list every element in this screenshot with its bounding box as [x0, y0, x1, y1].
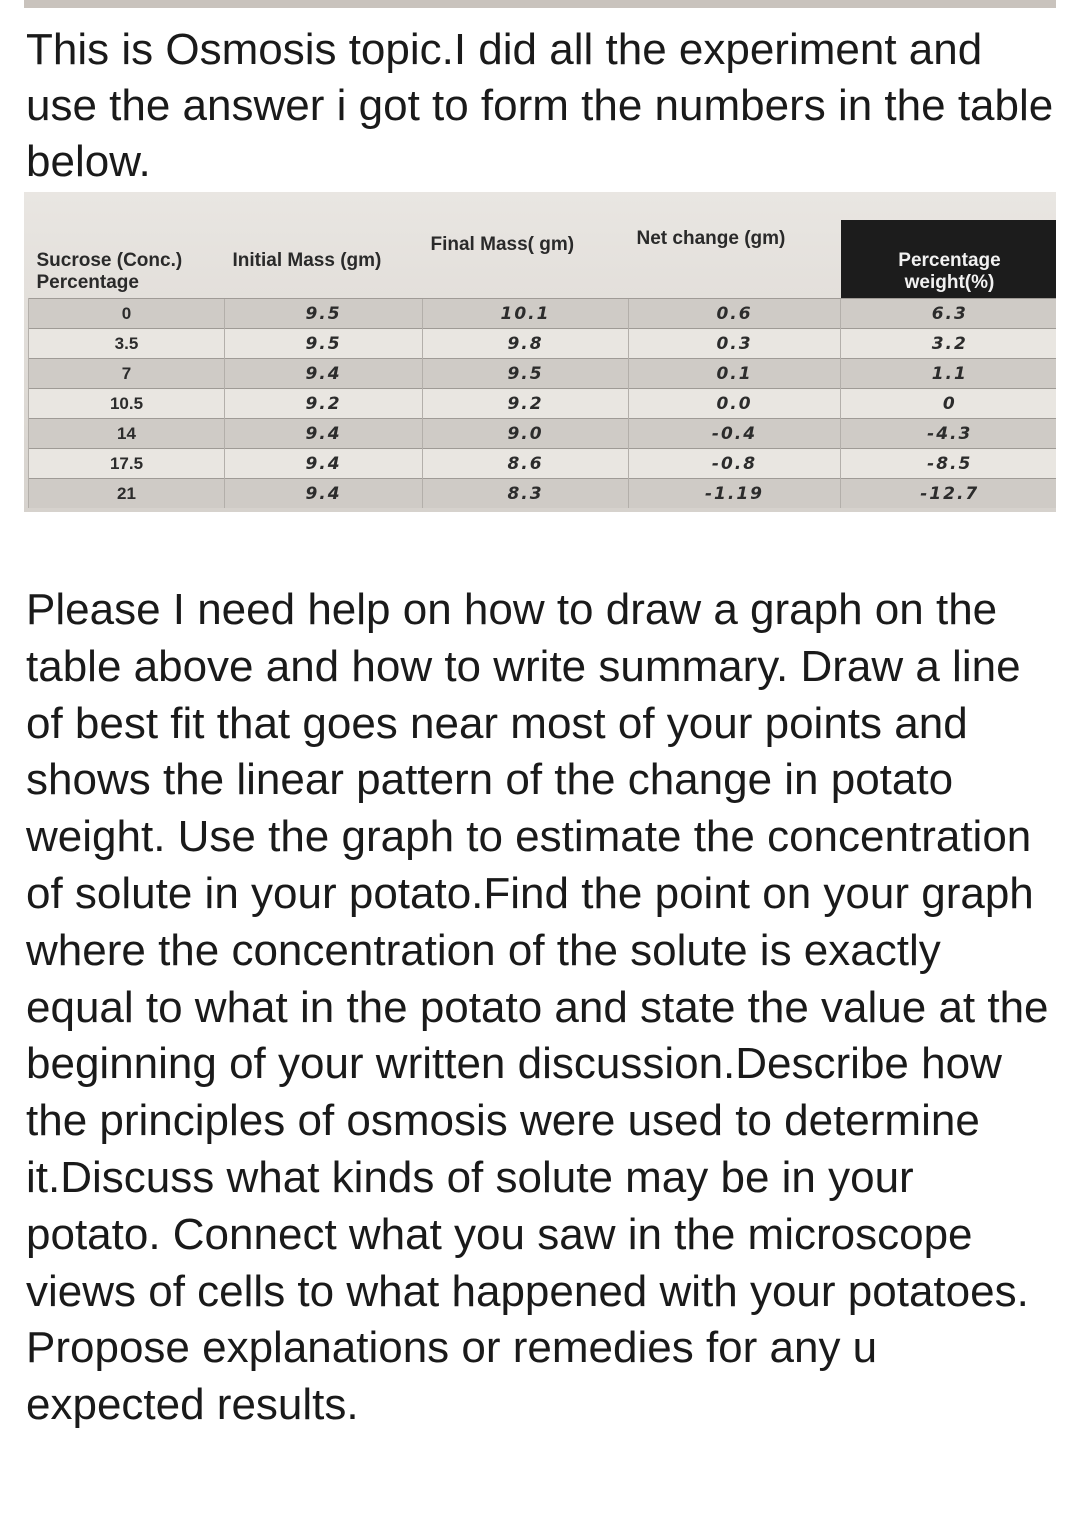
cell-initial: 9.4 [225, 419, 423, 449]
cell-initial: 9.5 [225, 299, 423, 329]
cell-percent: -8.5 [841, 449, 1057, 479]
osmosis-data-table [28, 220, 1056, 508]
cell-initial: 9.4 [225, 449, 423, 479]
cell-net: 0.6 [629, 299, 841, 329]
header-sucrose-line1: Sucrose (Conc.) [36, 250, 183, 271]
cell-conc: 17.5 [29, 449, 225, 479]
cell-initial: 9.4 [225, 479, 423, 509]
cell-conc: 7 [29, 359, 225, 389]
cell-initial: 9.2 [225, 389, 423, 419]
cell-percent: -4.3 [841, 419, 1057, 449]
cell-percent: 1.1 [841, 359, 1057, 389]
cell-initial: 9.4 [225, 359, 423, 389]
cell-net: 0.3 [629, 329, 841, 359]
cell-conc: 10.5 [29, 389, 225, 419]
table-row [29, 389, 1057, 419]
cell-initial: 9.5 [225, 329, 423, 359]
table-row [29, 479, 1057, 509]
cell-final: 9.0 [423, 419, 629, 449]
table-row [29, 419, 1057, 449]
cell-conc: 21 [29, 479, 225, 509]
header-net-change-label: Net change (gm) [636, 228, 786, 249]
cell-percent: 0 [841, 389, 1057, 419]
cell-conc: 0 [29, 299, 225, 329]
table-row [29, 329, 1057, 359]
header-percentage-line2: weight(%) [904, 272, 995, 293]
cell-percent: -12.7 [841, 479, 1057, 509]
cell-net: -1.19 [629, 479, 841, 509]
cell-conc: 3.5 [29, 329, 225, 359]
header-sucrose-line2: Percentage [36, 272, 139, 293]
cell-percent: 6.3 [841, 299, 1057, 329]
header-initial-mass-label: Initial Mass (gm) [232, 250, 382, 271]
table-header-row [29, 220, 1057, 299]
table-row [29, 449, 1057, 479]
cell-final: 10.1 [423, 299, 629, 329]
table-row [29, 299, 1057, 329]
table-row [29, 359, 1057, 389]
cell-conc: 14 [29, 419, 225, 449]
header-initial-mass [225, 220, 423, 299]
cell-net: 0.0 [629, 389, 841, 419]
table-photo [24, 192, 1056, 512]
cell-final: 9.2 [423, 389, 629, 419]
cell-final: 9.8 [423, 329, 629, 359]
header-net-change [629, 220, 841, 299]
cell-final: 8.3 [423, 479, 629, 509]
intro-text: This is Osmosis topic.I did all the experiment and use the answer i got to form the numbers in the table below. [26, 25, 1054, 186]
cell-final: 8.6 [423, 449, 629, 479]
top-divider [24, 0, 1056, 8]
cell-final: 9.5 [423, 359, 629, 389]
cell-net: -0.4 [629, 419, 841, 449]
header-final-mass [423, 220, 629, 299]
cell-net: -0.8 [629, 449, 841, 479]
cell-percent: 3.2 [841, 329, 1057, 359]
header-final-mass-label: Final Mass( gm) [430, 234, 575, 255]
header-sucrose [29, 220, 225, 299]
cell-net: 0.1 [629, 359, 841, 389]
header-percentage-line1: Percentage [898, 250, 1001, 271]
header-percentage-weight [841, 220, 1057, 299]
question-text: Please I need help on how to draw a graph on the table above and how to write summary. Draw a line of best fit that goes near most of your points and shows the linear pattern of the change in potato weight. Use the graph to estimate the concentration of solute in your potato.Find the point on your graph where the concentration of the solute is exactly equal to what in the potato and state the value at the beginning of your written discussion.Describe how the principles of osmosis were used to determine it.Discuss what kinds of solute may be in your potato. Connect what you saw in the microscope views of cells to what happened with your potatoes. Propose explanations or remedies for any u expected results. [26, 585, 1049, 1430]
